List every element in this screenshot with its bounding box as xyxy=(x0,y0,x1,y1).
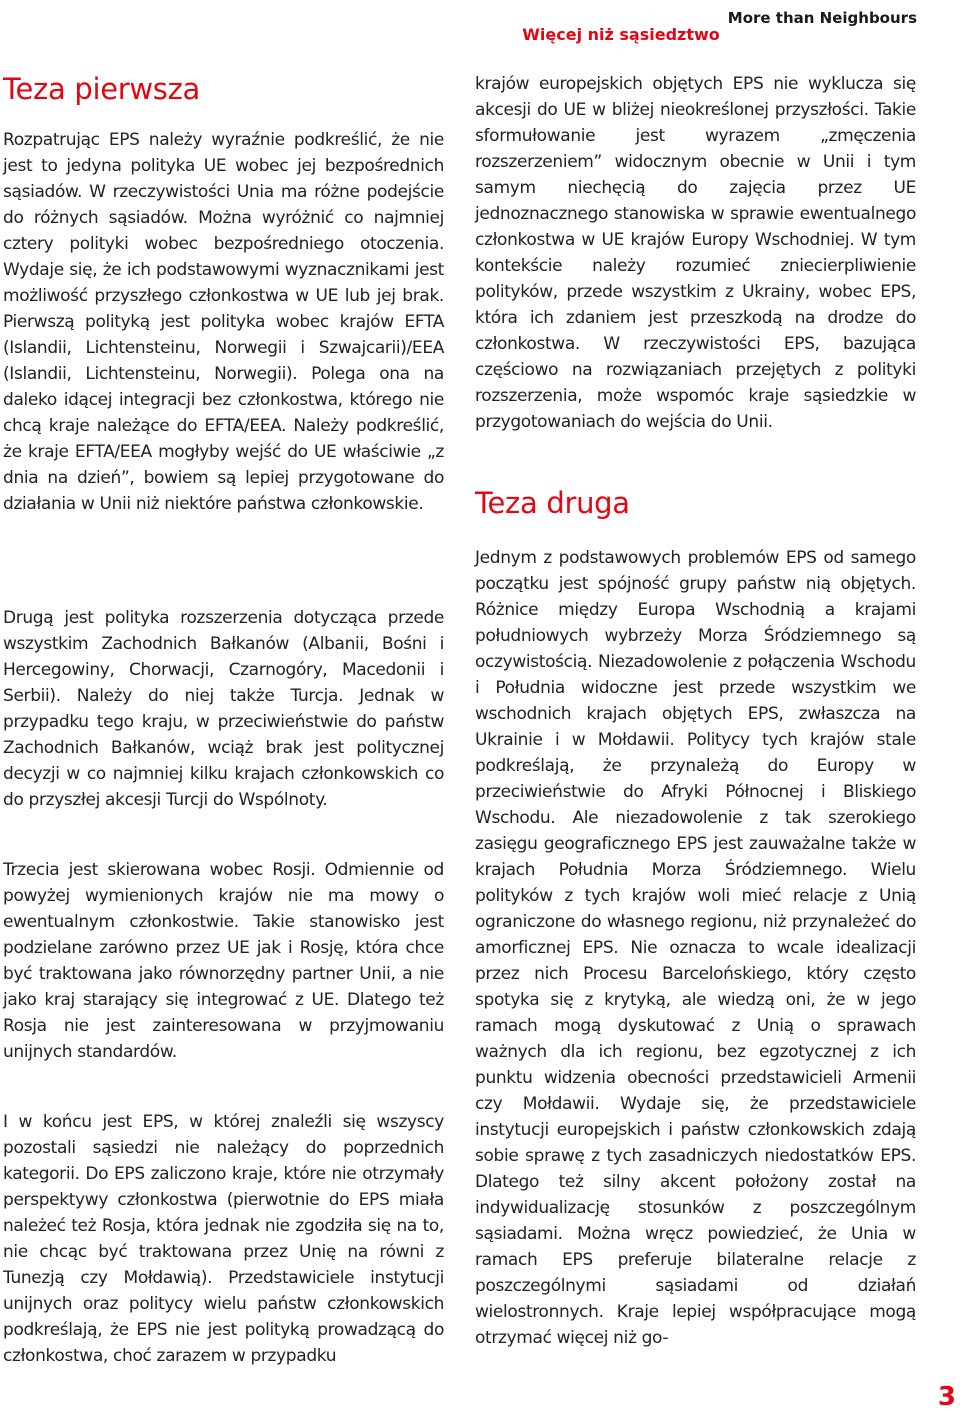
body-paragraph: Drugą jest polityka rozszerzenia dotycząca przede wszystkim Zachodnich Bałkanów (Albanii, Bośni i Hercegowiny, Chorwacji, Czarnogóry, Macedonii i Serbii). Należy do niej także Turcja. Jednak w przypadku tego kraju, w przeciwieństwie do państw Zachodnich Bałkanów, wciąż brak jest politycznej decyzji w co najmniej kilku krajach członkowskich co do przyszłej akcesji Turcji do Wspólnoty. xyxy=(3,608,444,810)
header-title-english: More than Neighbours xyxy=(727,9,917,27)
body-paragraph: krajów europejskich objętych EPS nie wyklucza się akcesji do UE w bliżej nieokreślonej przyszłości. Takie sformułowanie jest wyrazem „zmęczenia rozszerzeniem” widocznym obecnie w Unii i tym samym niechęcią do zajęcia przez UE jednoznacznego stanowiska w sprawie ewentualnego członkostwa w UE krajów Europy Wschodniej. W tym kontekście należy rozumieć zniecierpliwienie polityków, przede wszystkim z Ukrainy, wobec EPS, która ich zdaniem jest przeszkodą na drodze do członkostwa. W rzeczywistości EPS, bazująca częściowo na rozwiązaniach przejętych z polityki rozszerzenia, może wspomóc kraje sąsiedzkie w przygotowaniach do wejścia do Unii. xyxy=(475,74,916,432)
section-title-thesis-one: Teza pierwsza xyxy=(3,72,200,106)
body-paragraph: Rozpatrując EPS należy wyraźnie podkreślić, że nie jest to jedyna polityka UE wobec jej bezpośrednich sąsiadów. W rzeczywistości Unia ma różne podejście do różnych sąsiadów. Można wyróżnić co najmniej cztery polityki wobec bezpośredniego otoczenia. Wydaje się, że ich podstawowymi wyznacznikami jest możliwość przyszłego członkostwa w UE lub jej brak. Pierwszą polityką jest polityka wobec krajów EFTA (Islandii, Lichtensteinu, Norwegii i Szwajcarii)/EEA (Islandii, Lichtensteinu, Norwegii). Polega ona na daleko idącej integracji bez członkostwa, którego nie chcą kraje należące do EFTA/EEA. Należy podkreślić, że kraje EFTA/EEA mogłyby wejść do UE właściwie „z dnia na dzień”, bowiem są lepiej przygotowane do działania w Unii niż niektóre państwa członkowskie. xyxy=(3,130,444,514)
header-title-polish: Więcej niż sąsiedztwo xyxy=(522,25,720,44)
section-title-thesis-two: Teza druga xyxy=(475,486,630,520)
running-header xyxy=(522,0,917,44)
body-paragraph: Jednym z podstawowych problemów EPS od samego początku jest spójność grupy państw nią objętych. Różnice między Europa Wschodnią a krajami południowych wybrzeży Morza Śródziemnego są oczywistością. Niezadowolenie z połączenia Wschodu i Południa widoczne jest przede wszystkim we wschodnich krajach objętych EPS, zwłaszcza na Ukrainie i w Mołdawii. Politycy tych krajów stale podkreślają, że przynależą do Europy w przeciwieństwie do Afryki Północnej i Bliskiego Wschodu. Ale niezadowolenie z tak szerokiego zasięgu geograficznego EPS jest zauważalne także w krajach Południa Morza Śródziemnego. Wielu polityków z tych krajów woli mieć relacje z Unią ograniczone do własnego regionu, niż przynależeć do amorficznej EPS. Nie oznacza to wcale idealizacji przez nich Procesu Barcelońskiego, który często spotyka się z krytyką, ale wiedzą oni, że w jego ramach mogą dyskutować z Unią o sprawach ważnych dla ich regionu, bez egzotycznej z ich punktu widzenia obecności przedstawicieli Armenii czy Mołdawii. Wydaje się, że przedstawiciele instytucji europejskich i państw członkowskich zdają sobie sprawę z tych zasadniczych niedostatków EPS. Dlatego też silny akcent położony został na indywidualizację stosunków z poszczególnym sąsiadami. Można wręcz powiedzieć, że Unia w ramach EPS preferuje bilateralne relacje z poszczególnymi sąsiadami od działań wielostronnych. Kraje lepiej współpracujące mogą otrzymać więcej niż go- xyxy=(475,548,916,1348)
body-paragraph: I w końcu jest EPS, w której znaleźli się wszyscy pozostali sąsiedzi nie należący do poprzednich kategorii. Do EPS zaliczono kraje, które nie otrzymały perspektywy członkostwa (pierwotnie do EPS miała należeć też Rosja, która jednak nie zgodziła się na to, nie chcąc być traktowana przez Unię na równi z Tunezją czy Mołdawią). Przedstawiciele instytucji unijnych oraz politycy wielu państw członkowskich podkreślają, że EPS nie jest polityką prowadzącą do członkostwa, choć zarazem w przypadku xyxy=(3,1112,444,1366)
body-paragraph: Trzecia jest skierowana wobec Rosji. Odmiennie od powyżej wymienionych krajów nie ma mowy o ewentualnym członkostwie. Takie stanowisko jest podzielane zarówno przez UE jak i Rosję, która chce być traktowana jako równorzędny partner Unii, a nie jako kraj starający się integrować z UE. Dlatego też Rosja nie jest zainteresowana w przyjmowaniu unijnych standardów. xyxy=(3,860,444,1062)
page-number: 3 xyxy=(937,1382,956,1412)
